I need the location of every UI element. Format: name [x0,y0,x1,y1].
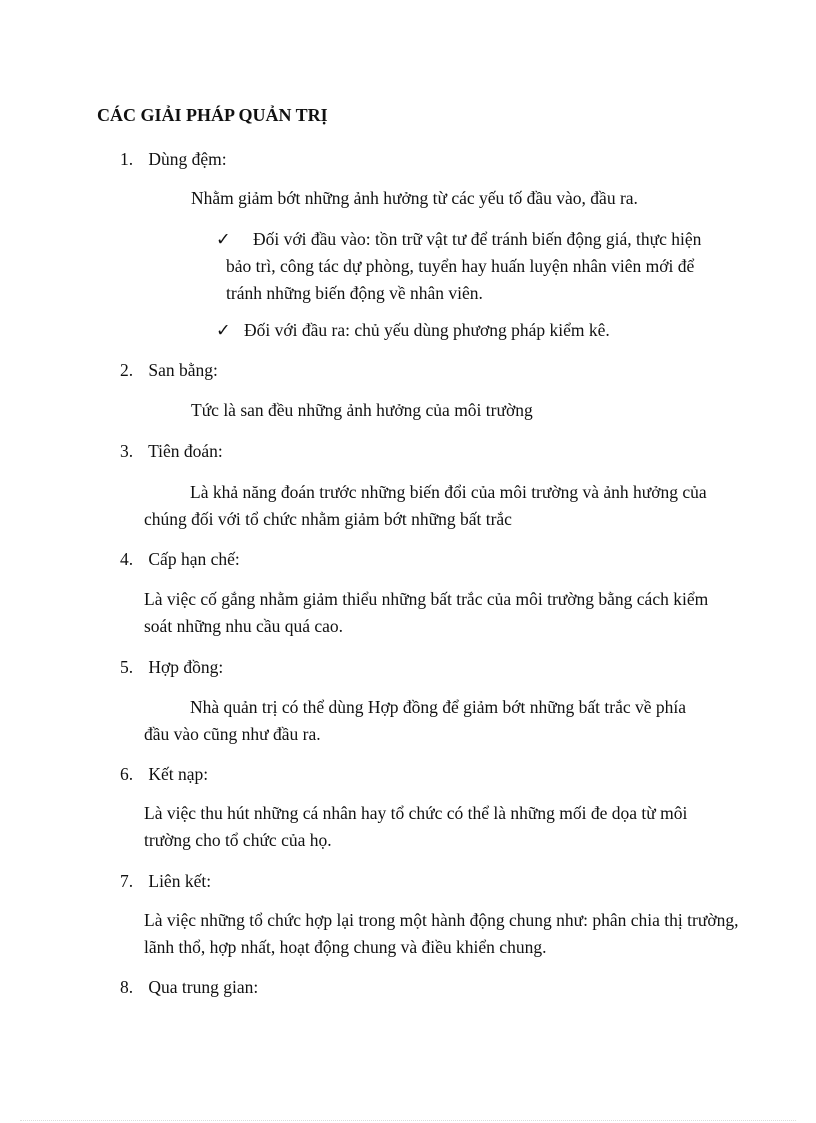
section-number: 4. [120,549,134,569]
section-number: 5. [120,657,134,677]
section-4-heading [120,546,240,573]
section-1-heading [120,146,227,173]
bullet-outputs [216,317,726,344]
section-4-body: Là việc cố gắng nhằm giảm thiểu những bất trắc của môi trường bằng cách kiểm soát những nhu cầu quá cao. [144,589,709,636]
section-number: 7. [120,871,134,891]
section-7-heading [120,868,211,895]
section-2-body: Tức là san đều những ảnh hưởng của môi trường [191,400,533,420]
section-7-body: Là việc những tổ chức hợp lại trong một hành động chung như: phân chia thị trường, lãnh thổ, hợp nhất, hoạt động chung và điều khiển chung. [144,910,739,957]
section-title: Cấp hạn chế: [148,549,240,569]
bullet-text: Đối với đầu vào: tồn trữ vật tư để tránh biến động giá, thực hiện bảo trì, công tác dự phòng, tuyển hay huấn luyện nhân viên mới để tránh những biến động về nhân viên. [226,229,702,303]
section-title: Liên kết: [148,871,212,891]
section-8-heading [120,974,258,1001]
section-title: Dùng đệm: [148,149,227,169]
page-bottom-rule [20,1120,796,1121]
section-number: 3. [120,441,134,461]
section-1-body: Nhằm giảm bớt những ảnh hưởng từ các yếu tố đầu vào, đầu ra. [191,188,638,208]
section-title: San bằng: [148,360,218,380]
section-title: Kết nạp: [148,764,209,784]
section-title: Tiên đoán: [148,441,223,461]
document-title: CÁC GIẢI PHÁP QUẢN TRỊ [97,105,328,125]
checkmark-icon: ✓ [216,229,231,249]
section-3-heading [120,438,223,465]
section-5-heading [120,654,223,681]
section-6-body: Là việc thu hút những cá nhân hay tổ chức có thể là những mối đe dọa từ môi trường cho tổ chức của họ. [144,803,688,850]
section-2-heading [120,357,218,384]
section-3-body: Là khả năng đoán trước những biến đổi của môi trường và ảnh hưởng của chúng đối với tổ chức nhằm giảm bớt những bất trắc [144,482,707,529]
bullet-text: Đối với đầu ra: chủ yếu dùng phương pháp kiểm kê. [244,320,610,340]
section-title: Hợp đồng: [148,657,224,677]
section-number: 1. [120,149,134,169]
section-number: 8. [120,977,134,997]
section-number: 6. [120,764,134,784]
section-title: Qua trung gian: [148,977,259,997]
checkmark-icon: ✓ [216,320,231,340]
section-5-body: Nhà quản trị có thể dùng Hợp đồng để giảm bớt những bất trắc về phía đầu vào cũng như đầu ra. [144,697,686,744]
section-number: 2. [120,360,134,380]
bullet-inputs [216,226,726,307]
section-6-heading [120,761,208,788]
